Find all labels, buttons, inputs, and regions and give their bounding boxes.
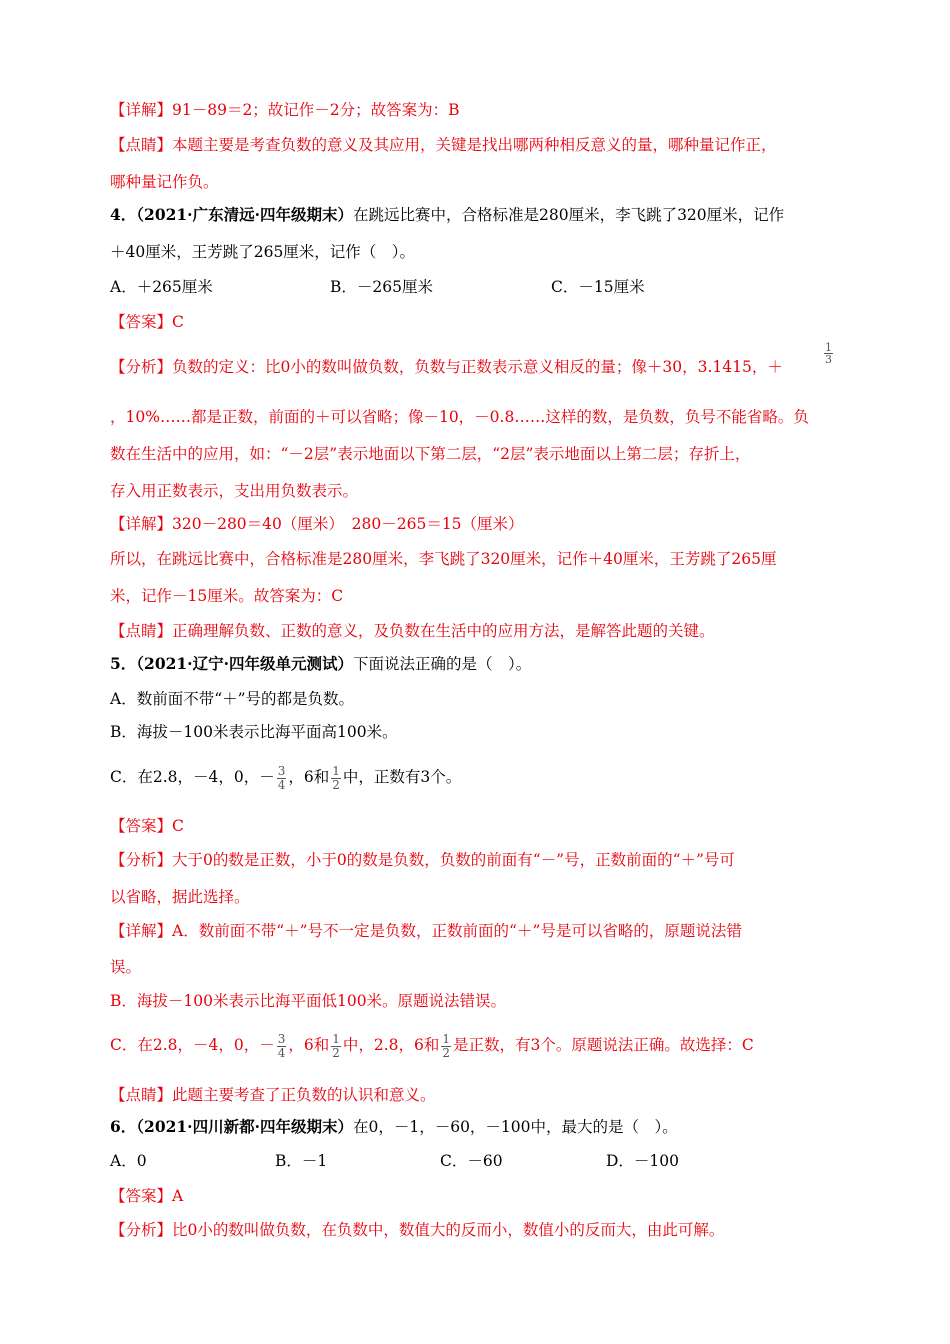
option-a: A．＋265厘米 bbox=[110, 278, 213, 296]
fraction-three-quarters bbox=[277, 765, 287, 792]
explanation-c-text: C．在2.8，－4，0，－ bbox=[110, 1036, 275, 1054]
fraction-one-half bbox=[331, 765, 341, 792]
answer: 【答案】C bbox=[110, 313, 184, 331]
option-c: C．－15厘米 bbox=[551, 278, 645, 296]
prev-comment-line2: 哪种量记作负。 bbox=[110, 173, 219, 191]
explanation-c-text: 中，2.8，6和 bbox=[342, 1036, 440, 1054]
question-number: 5． bbox=[110, 654, 137, 673]
question-6 bbox=[110, 1116, 835, 1138]
option-c-text: 中，正数有3个。 bbox=[342, 768, 462, 786]
question-text: 在跳远比赛中，合格标准是280厘米，李飞跳了320厘米，记作 bbox=[352, 206, 785, 224]
fraction-one-half bbox=[331, 1033, 341, 1060]
option-a: A．0 bbox=[110, 1152, 147, 1170]
option-d: D．－100 bbox=[606, 1152, 680, 1170]
prev-comment-line1: 【点睛】本题主要是考查负数的意义及其应用，关键是找出哪两种相反意义的量，哪种量记作正， bbox=[110, 136, 777, 154]
explanation-line1: 【详解】320－280＝40（厘米） 280－265＝15（厘米） bbox=[110, 515, 524, 533]
question-number: 4． bbox=[110, 205, 137, 224]
explanation-c-text: ，6和 bbox=[288, 1036, 330, 1054]
option-a: A．数前面不带“＋”号的都是负数。 bbox=[110, 690, 355, 708]
explanation-c bbox=[110, 1030, 835, 1060]
fraction-denominator: 2 bbox=[332, 777, 340, 792]
option-b: B．－1 bbox=[275, 1152, 328, 1170]
question-text: 在0，－1，－60，－100中，最大的是（ ）。 bbox=[352, 1118, 678, 1136]
fraction-numerator: 3 bbox=[277, 1031, 286, 1046]
option-c: C．－60 bbox=[440, 1152, 503, 1170]
analysis-line4: 存入用正数表示，支出用负数表示。 bbox=[110, 482, 359, 500]
fraction-one-third bbox=[824, 342, 833, 365]
answer: 【答案】A bbox=[110, 1187, 184, 1205]
option-b: B．海拔－100米表示比海平面高100米。 bbox=[110, 723, 398, 741]
fraction-one-half bbox=[441, 1033, 451, 1060]
explanation-line1: 【详解】A．数前面不带“＋”号不一定是负数，正数前面的“＋”号是可以省略的，原题说法错 bbox=[110, 922, 742, 940]
explanation-line2: 误。 bbox=[110, 958, 142, 976]
fraction-denominator: 4 bbox=[277, 777, 286, 792]
answer: 【答案】C bbox=[110, 817, 184, 835]
comment: 【点睛】正确理解负数、正数的意义，及负数在生活中的应用方法，是解答此题的关键。 bbox=[110, 622, 715, 640]
fraction-numerator: 3 bbox=[277, 763, 286, 778]
option-c bbox=[110, 762, 835, 792]
fraction-numerator: 1 bbox=[825, 341, 832, 354]
question-source: （2021·辽宁·四年级单元测试） bbox=[136, 654, 353, 673]
fraction-numerator: 1 bbox=[332, 763, 340, 778]
prev-explanation: 【详解】91－89＝2；故记作－2分；故答案为：B bbox=[110, 101, 460, 119]
comment: 【点睛】此题主要考查了正负数的认识和意义。 bbox=[110, 1086, 436, 1104]
option-b: B．－265厘米 bbox=[330, 278, 433, 296]
question-4 bbox=[110, 204, 835, 226]
fraction-denominator: 3 bbox=[825, 353, 832, 366]
explanation-line3: 米，记作－15厘米。故答案为：C bbox=[110, 587, 344, 605]
explanation-line2: 所以，在跳远比赛中，合格标准是280厘米，李飞跳了320厘米，记作＋40厘米，王芳跳了265厘 bbox=[110, 550, 777, 568]
fraction-denominator: 4 bbox=[277, 1045, 286, 1060]
option-c-text: C．在2.8，－4，0，－ bbox=[110, 768, 275, 786]
analysis-line2: ，10%……都是正数，前面的＋可以省略；像－10，－0.8……这样的数，是负数，负号不能省略。负 bbox=[110, 408, 809, 426]
analysis-line1 bbox=[110, 341, 835, 378]
analysis-line1: 【分析】大于0的数是正数，小于0的数是负数，负数的前面有“－”号，正数前面的“＋”号可 bbox=[110, 851, 735, 869]
question-source: （2021·广东清远·四年级期末） bbox=[136, 205, 353, 224]
fraction-denominator: 2 bbox=[332, 1045, 340, 1060]
analysis-line2: 以省略，据此选择。 bbox=[110, 888, 250, 906]
question-text: 下面说法正确的是（ ）。 bbox=[352, 655, 532, 673]
explanation-c-text: 是正数，有3个。原题说法正确。故选择：C bbox=[453, 1036, 754, 1054]
question-5 bbox=[110, 653, 835, 675]
analysis-text: 【分析】负数的定义：比0小的数叫做负数，负数与正数表示意义相反的量；像＋30，3.1415，＋ bbox=[110, 358, 783, 376]
question-source: （2021·四川新都·四年级期末） bbox=[136, 1117, 353, 1136]
question-4-text-line2: ＋40厘米，王芳跳了265厘米，记作（ ）。 bbox=[110, 243, 416, 261]
fraction-numerator: 1 bbox=[332, 1031, 340, 1046]
fraction-three-quarters bbox=[277, 1033, 287, 1060]
fraction-denominator: 2 bbox=[442, 1045, 451, 1060]
option-c-text: ，6和 bbox=[288, 768, 330, 786]
analysis-line3: 数在生活中的应用，如：“－2层”表示地面以下第二层，“2层”表示地面以上第二层；存折上， bbox=[110, 445, 751, 463]
fraction-numerator: 1 bbox=[442, 1031, 451, 1046]
explanation-b: B．海拔－100米表示比海平面低100米。原题说法错误。 bbox=[110, 992, 507, 1010]
analysis: 【分析】比0小的数叫做负数，在负数中，数值大的反而小，数值小的反而大，由此可解。 bbox=[110, 1221, 725, 1239]
question-number: 6． bbox=[110, 1117, 137, 1136]
